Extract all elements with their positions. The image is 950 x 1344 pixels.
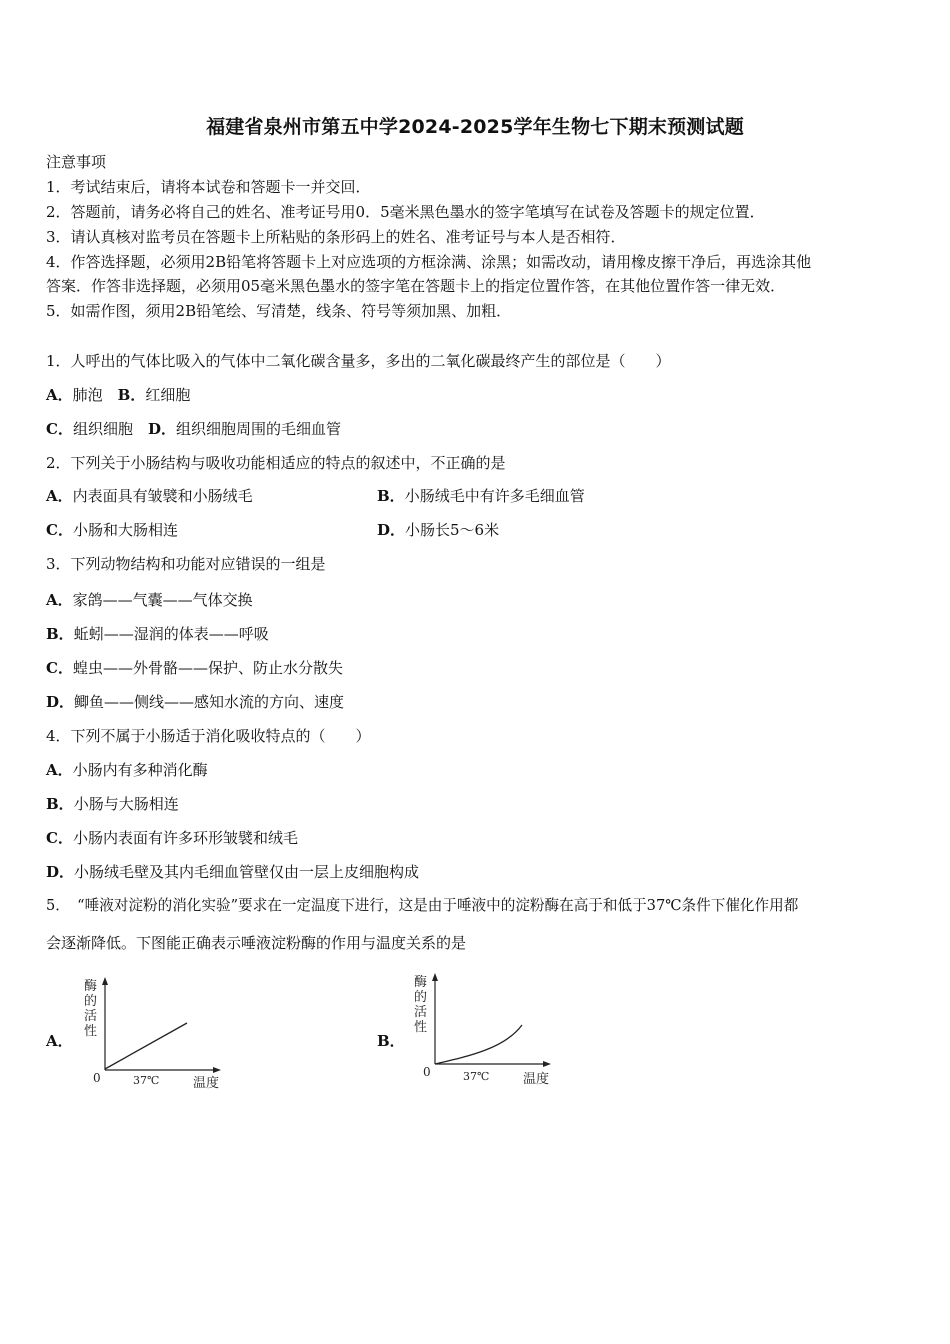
option-a-text: 小肠内有多种消化酶 bbox=[72, 761, 208, 779]
question-1-stem: 1．人呼出的气体比吸入的气体中二氧化碳含量多，多出的二氧化碳最终产生的部位是（ ） bbox=[46, 352, 671, 370]
notice-item: 答案．作答非选择题，必须用05毫米黑色墨水的签字笔在答题卡上的指定位置作答，在其他位置作答一律无效． bbox=[46, 277, 786, 295]
option-d-text: 组织细胞周围的毛细血管 bbox=[176, 420, 342, 438]
option-key: B． bbox=[377, 487, 405, 505]
question-1-options-ab bbox=[46, 386, 190, 404]
option-key: D． bbox=[46, 863, 75, 881]
question-4-option-d bbox=[46, 863, 419, 881]
activity-curve-linear bbox=[105, 1023, 187, 1069]
option-a-text: 肺泡 bbox=[72, 386, 103, 404]
graph-b bbox=[410, 968, 570, 1090]
option-a-text: 家鸽——气囊——气体交换 bbox=[72, 591, 253, 609]
origin-label: 0 bbox=[423, 1065, 431, 1079]
x-axis-label: 温度 bbox=[193, 1076, 220, 1091]
option-key: B． bbox=[46, 795, 74, 813]
option-a-text: 内表面具有皱襞和小肠绒毛 bbox=[72, 487, 253, 505]
y-axis-label-char: 酶 bbox=[414, 975, 428, 990]
option-key: A． bbox=[46, 591, 73, 609]
page-title: 福建省泉州市第五中学2024-2025学年生物七下期末预测试题 bbox=[206, 116, 744, 138]
question-3-stem: 3．下列动物结构和功能对应错误的一组是 bbox=[46, 555, 326, 573]
y-axis-label-char: 性 bbox=[414, 1020, 428, 1035]
origin-label: 0 bbox=[93, 1071, 101, 1085]
question-5-stem-line2: 会逐渐降低。下图能正确表示唾液淀粉酶的作用与温度关系的是 bbox=[46, 934, 467, 952]
option-c-text: 小肠内表面有许多环形皱襞和绒毛 bbox=[72, 829, 298, 847]
option-key: D． bbox=[147, 420, 176, 438]
y-axis-arrow-icon bbox=[102, 977, 108, 985]
question-2-option-c bbox=[46, 521, 178, 539]
option-key: A． bbox=[46, 761, 73, 779]
question-1-options-cd bbox=[46, 420, 341, 438]
option-key: B． bbox=[46, 625, 74, 643]
option-d-text: 鲫鱼——侧线——感知水流的方向、速度 bbox=[74, 693, 345, 711]
option-key: A． bbox=[46, 386, 73, 404]
y-axis-label-char: 活 bbox=[84, 1009, 98, 1024]
question-2-stem: 2．下列关于小肠结构与吸收功能相适应的特点的叙述中，不正确的是 bbox=[46, 454, 506, 472]
option-key: C． bbox=[46, 659, 73, 677]
option-b-text: 小肠与大肠相连 bbox=[73, 795, 179, 813]
x-axis-arrow-icon bbox=[213, 1067, 221, 1073]
notice-item: 2．答题前，请务必将自己的姓名、准考证号用0．5毫米黑色墨水的签字笔填写在试卷及答题卡的规定位置． bbox=[46, 203, 765, 221]
option-key: C． bbox=[46, 420, 73, 438]
y-axis-label-char: 的 bbox=[84, 994, 98, 1009]
notice-item: 3．请认真核对监考员在答题卡上所粘贴的条形码上的姓名、准考证号与本人是否相符． bbox=[46, 228, 626, 246]
option-c-text: 小肠和大肠相连 bbox=[72, 521, 178, 539]
notice-item: 1．考试结束后，请将本试卷和答题卡一并交回． bbox=[46, 178, 371, 196]
graph-a bbox=[80, 972, 240, 1092]
option-key: D． bbox=[377, 521, 406, 539]
x-tick-label: 37℃ bbox=[133, 1074, 160, 1087]
option-key: C． bbox=[46, 521, 73, 539]
question-5-stem-line1: 5． “唾液对淀粉的消化实验”要求在一定温度下进行，这是由于唾液中的淀粉酶在高于和低于37℃条件下催化作用都 bbox=[46, 897, 799, 914]
y-axis-label-char: 的 bbox=[414, 990, 428, 1005]
option-b-text: 小肠绒毛中有许多毛细血管 bbox=[404, 487, 585, 505]
option-c-text: 组织细胞 bbox=[72, 420, 133, 438]
option-c-text: 蝗虫——外骨骼——保护、防止水分散失 bbox=[72, 659, 343, 677]
option-key: A． bbox=[46, 487, 73, 505]
option-b-text: 蚯蚓——湿润的体表——呼吸 bbox=[73, 625, 269, 643]
option-d-text: 小肠绒毛壁及其内毛细血管壁仅由一层上皮细胞构成 bbox=[74, 863, 420, 881]
x-tick-label: 37℃ bbox=[463, 1070, 490, 1083]
question-4-stem: 4．下列不属于小肠适于消化吸收特点的（ ） bbox=[46, 727, 371, 745]
question-3-option-d bbox=[46, 693, 344, 711]
x-axis-label: 温度 bbox=[523, 1072, 550, 1087]
graph-b-option-label: B． bbox=[377, 1032, 405, 1050]
notice-item: 5．如需作图，须用2B铅笔绘、写清楚，线条、符号等须加黑、加粗． bbox=[46, 302, 512, 320]
activity-curve-exponential bbox=[435, 1025, 522, 1064]
x-axis-arrow-icon bbox=[543, 1061, 551, 1067]
graph-a-option-label: A． bbox=[46, 1032, 73, 1050]
question-4-option-c bbox=[46, 829, 298, 847]
option-key: C． bbox=[46, 829, 73, 847]
question-3-option-b bbox=[46, 625, 269, 643]
question-2-option-a bbox=[46, 487, 253, 505]
option-b-text: 红细胞 bbox=[145, 386, 191, 404]
y-axis-label-char: 酶 bbox=[84, 979, 98, 994]
option-d-text: 小肠长5～6米 bbox=[405, 521, 500, 539]
option-key: D． bbox=[46, 693, 75, 711]
question-4-option-a bbox=[46, 761, 208, 779]
question-4-option-b bbox=[46, 795, 179, 813]
question-2-option-d bbox=[377, 521, 499, 539]
question-3-option-a bbox=[46, 591, 253, 609]
notice-heading: 注意事项 bbox=[46, 153, 107, 171]
y-axis-label-char: 性 bbox=[84, 1024, 98, 1039]
y-axis-label-char: 活 bbox=[414, 1005, 428, 1020]
question-3-option-c bbox=[46, 659, 343, 677]
notice-item: 4．作答选择题，必须用2B铅笔将答题卡上对应选项的方框涂满、涂黑；如需改动，请用橡皮擦干净后，再选涂其他 bbox=[46, 253, 812, 271]
y-axis-arrow-icon bbox=[432, 973, 438, 981]
question-2-option-b bbox=[377, 487, 585, 505]
option-key: B． bbox=[117, 386, 146, 404]
